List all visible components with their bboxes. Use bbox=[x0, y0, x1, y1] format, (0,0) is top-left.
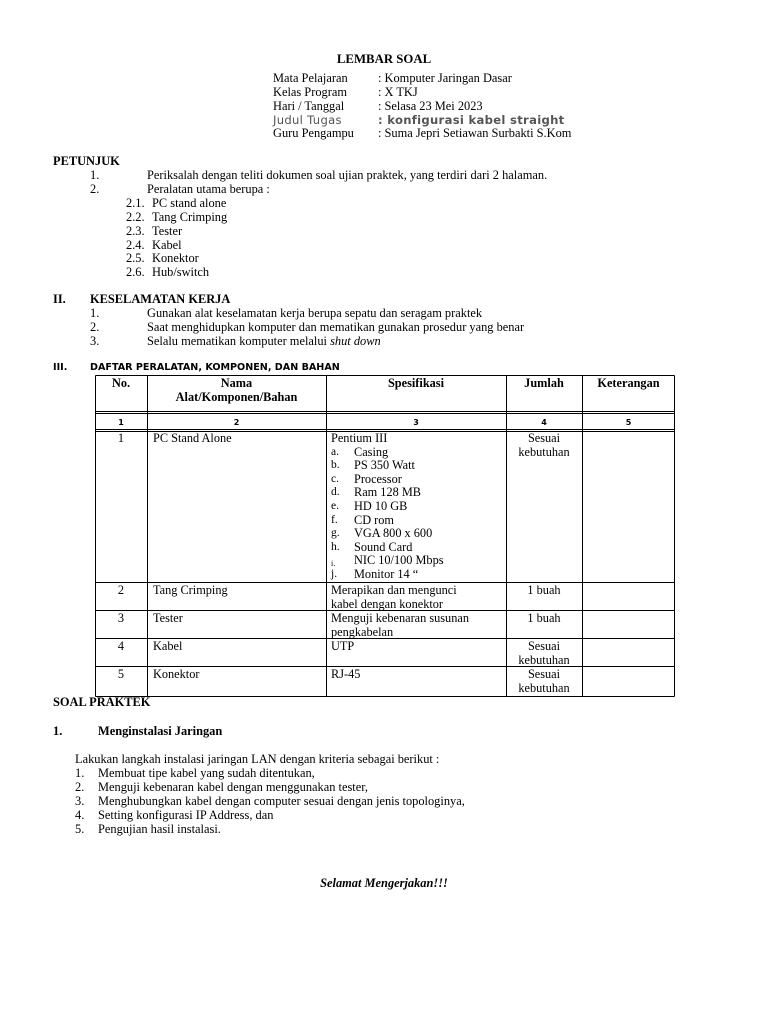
spec-item-marker: g. bbox=[331, 527, 340, 540]
spec-item-marker: b. bbox=[331, 459, 340, 472]
soal-sub-heading: Menginstalasi Jaringan bbox=[98, 724, 223, 738]
info-label-guru-pengampu: Guru Pengampu bbox=[273, 126, 354, 140]
petunjuk-subitem-text: Tester bbox=[152, 224, 183, 238]
petunjuk-subitem-number: 2.4. bbox=[126, 238, 145, 252]
petunjuk-subitem-number: 2.1. bbox=[126, 196, 145, 210]
jumlah-line1: Sesuai bbox=[527, 431, 561, 445]
table-header-nama bbox=[147, 377, 326, 404]
table-column-number: 5 bbox=[625, 418, 632, 427]
spec-item-marker: c. bbox=[331, 472, 339, 485]
spec-item-text: HD 10 GB bbox=[354, 498, 408, 513]
soal-step-number: 5. bbox=[75, 822, 85, 836]
info-label-hari-tanggal: Hari / Tanggal bbox=[273, 99, 345, 113]
spec-item-text: Sound Card bbox=[354, 539, 413, 554]
spec-item-text: Monitor 14 “ bbox=[354, 566, 419, 581]
spec-item-marker: e. bbox=[331, 499, 339, 512]
table-header-nama-line2: Alat/Komponen/Bahan bbox=[175, 389, 298, 404]
table-cell-nama: Tester bbox=[153, 611, 183, 625]
equipment-table bbox=[95, 375, 675, 697]
spec-item bbox=[331, 568, 503, 582]
petunjuk-heading: PETUNJUK bbox=[53, 154, 120, 168]
spec-item-text: NIC 10/100 Mbps bbox=[354, 553, 444, 568]
spec-item-text: Processor bbox=[354, 471, 402, 486]
table-cell-jumlah bbox=[506, 640, 582, 667]
spec-title: Pentium III bbox=[331, 431, 388, 445]
soal-step-text: Menghubungkan kabel dengan computer sesuai dengan jenis topologinya, bbox=[98, 794, 465, 808]
petunjuk-subitem-text: Hub/switch bbox=[152, 265, 210, 279]
keselamatan-item-text-italic: shut down bbox=[330, 334, 381, 348]
soal-step-number: 2. bbox=[75, 780, 85, 794]
daftar-heading: DAFTAR PERALATAN, KOMPONEN, DAN BAHAN bbox=[90, 362, 340, 373]
table-header-keterangan: Keterangan bbox=[597, 376, 660, 390]
spec-item bbox=[331, 554, 503, 568]
petunjuk-subitem-text: Tang Crimping bbox=[152, 210, 228, 224]
soal-step-text: Setting konfigurasi IP Address, dan bbox=[98, 808, 274, 822]
table-header-jumlah: Jumlah bbox=[524, 376, 564, 390]
keselamatan-item-text: Saat menghidupkan komputer dan mematikan gunakan prosedur yang benar bbox=[147, 320, 525, 334]
spec-item bbox=[331, 500, 503, 514]
spec-item-text: Casing bbox=[354, 444, 389, 459]
table-cell-no: 4 bbox=[117, 639, 125, 653]
table-cell-jumlah bbox=[506, 432, 582, 459]
table-cell-no: 3 bbox=[117, 611, 125, 625]
petunjuk-subitem-text: Konektor bbox=[152, 251, 199, 265]
table-cell-nama: Kabel bbox=[153, 639, 183, 653]
table-header-no: No. bbox=[111, 376, 131, 390]
soal-step-text: Menguji kebenaran kabel dengan menggunakan tester, bbox=[98, 780, 368, 794]
petunjuk-subitem-number: 2.2. bbox=[126, 210, 145, 224]
spec-item bbox=[331, 486, 503, 500]
table-cell-nama: Tang Crimping bbox=[153, 583, 228, 597]
soal-step-number: 3. bbox=[75, 794, 85, 808]
jumlah-line1: Sesuai bbox=[527, 639, 561, 653]
spec-item-text: PS 350 Watt bbox=[354, 458, 415, 473]
spec-line1: RJ-45 bbox=[331, 667, 361, 681]
keselamatan-item-text: Gunakan alat keselamatan kerja berupa sepatu dan seragam praktek bbox=[147, 306, 483, 320]
jumlah-line1: Sesuai bbox=[527, 667, 561, 681]
daftar-number: III. bbox=[53, 362, 68, 373]
spec-line2: pengkabelan bbox=[331, 624, 394, 639]
keselamatan-item-number: 3. bbox=[90, 334, 100, 348]
spec-item-text: VGA 800 x 600 bbox=[354, 526, 433, 541]
soal-step-number: 4. bbox=[75, 808, 85, 822]
spec-item bbox=[331, 514, 503, 528]
spec-item-marker: h. bbox=[331, 540, 340, 553]
keselamatan-item-number: 2. bbox=[90, 320, 100, 334]
page-title: LEMBAR SOAL bbox=[336, 52, 432, 66]
soal-step-number: 1. bbox=[75, 766, 85, 780]
spec-item-marker: d. bbox=[331, 486, 340, 499]
keselamatan-item-number: 1. bbox=[90, 306, 100, 320]
table-cell-nama: Konektor bbox=[153, 667, 200, 681]
soal-intro: Lakukan langkah instalasi jaringan LAN dengan kriteria sebagai berikut : bbox=[75, 752, 440, 766]
soal-step-text: Membuat tipe kabel yang sudah ditentukan, bbox=[98, 766, 315, 780]
spec-item-marker: j. bbox=[331, 567, 338, 580]
keselamatan-number: II. bbox=[53, 292, 66, 306]
petunjuk-item-number: 1. bbox=[90, 168, 100, 182]
table-cell-no: 1 bbox=[117, 431, 125, 445]
petunjuk-item-text: Periksalah dengan teliti dokumen soal ujian praktek, yang terdiri dari 2 halaman. bbox=[147, 168, 548, 182]
keselamatan-item-text-plain: Selalu mematikan komputer melalui bbox=[147, 334, 331, 348]
spec-line2: kabel dengan konektor bbox=[331, 596, 443, 611]
soal-heading: SOAL PRAKTEK bbox=[53, 695, 151, 709]
table-cell-jumlah bbox=[506, 612, 582, 626]
spec-item-marker: a. bbox=[331, 445, 339, 458]
jumlah-line2: kebutuhan bbox=[518, 444, 570, 459]
info-label-mata-pelajaran: Mata Pelajaran bbox=[273, 71, 348, 85]
table-column-number: 2 bbox=[233, 418, 240, 427]
table-cell-nama: PC Stand Alone bbox=[153, 431, 232, 445]
jumlah-line2: kebutuhan bbox=[518, 680, 570, 695]
petunjuk-item-text: Peralatan utama berupa : bbox=[147, 182, 270, 196]
closing-text: Selamat Mengerjakan!!! bbox=[320, 876, 448, 890]
petunjuk-subitem-text: PC stand alone bbox=[152, 196, 227, 210]
petunjuk-subitem-number: 2.5. bbox=[126, 251, 145, 265]
soal-sub-number: 1. bbox=[53, 724, 63, 738]
spec-item-text: Ram 128 MB bbox=[354, 485, 421, 500]
jumlah-line1: 1 buah bbox=[527, 583, 561, 597]
spec-item bbox=[331, 541, 503, 555]
table-cell-spesifikasi bbox=[331, 432, 503, 582]
petunjuk-subitem-number: 2.3. bbox=[126, 224, 145, 238]
table-cell-spesifikasi bbox=[331, 612, 469, 639]
spec-line1: Menguji kebenaran susunan bbox=[331, 611, 469, 625]
table-cell-no: 2 bbox=[117, 583, 125, 597]
table-header-spesifikasi: Spesifikasi bbox=[387, 376, 445, 390]
spec-line1: UTP bbox=[331, 639, 355, 653]
petunjuk-subitem-text: Kabel bbox=[152, 238, 182, 252]
table-cell-spesifikasi bbox=[331, 640, 354, 654]
spec-item bbox=[331, 446, 503, 460]
spec-item bbox=[331, 527, 503, 541]
spec-item bbox=[331, 459, 503, 473]
table-cell-jumlah bbox=[506, 584, 582, 598]
info-value-kelas-program: : X TKJ bbox=[378, 85, 418, 99]
table-cell-spesifikasi bbox=[331, 668, 360, 682]
petunjuk-item-number: 2. bbox=[90, 182, 100, 196]
info-value-judul-tugas: : konfigurasi kabel straight bbox=[378, 113, 565, 127]
info-label-judul-tugas: Judul Tugas bbox=[273, 113, 342, 127]
jumlah-line2: kebutuhan bbox=[518, 652, 570, 667]
table-column-number: 1 bbox=[118, 418, 124, 427]
info-value-hari-tanggal: : Selasa 23 Mei 2023 bbox=[378, 99, 483, 113]
petunjuk-subitem-number: 2.6. bbox=[126, 265, 145, 279]
spec-item bbox=[331, 473, 503, 487]
spec-line1: Merapikan dan mengunci bbox=[331, 583, 457, 597]
keselamatan-heading: KESELAMATAN KERJA bbox=[90, 292, 231, 306]
table-header-nama-line1: Nama bbox=[220, 376, 253, 390]
jumlah-line1: 1 buah bbox=[527, 611, 561, 625]
info-label-kelas-program: Kelas Program bbox=[273, 85, 347, 99]
table-column-number: 4 bbox=[541, 418, 547, 427]
spec-item-marker: f. bbox=[331, 513, 338, 526]
table-cell-no: 5 bbox=[117, 667, 125, 681]
table-cell-spesifikasi bbox=[331, 584, 457, 611]
table-cell-jumlah bbox=[506, 668, 582, 695]
spec-item-text: CD rom bbox=[354, 512, 394, 527]
info-value-mata-pelajaran: : Komputer Jaringan Dasar bbox=[378, 71, 512, 85]
info-value-guru-pengampu: : Suma Jepri Setiawan Surbakti S.Kom bbox=[378, 126, 572, 140]
keselamatan-item-text bbox=[147, 334, 381, 349]
spec-item-marker: i. bbox=[331, 559, 336, 569]
soal-step-text: Pengujian hasil instalasi. bbox=[98, 822, 221, 836]
table-column-number: 3 bbox=[413, 418, 419, 427]
